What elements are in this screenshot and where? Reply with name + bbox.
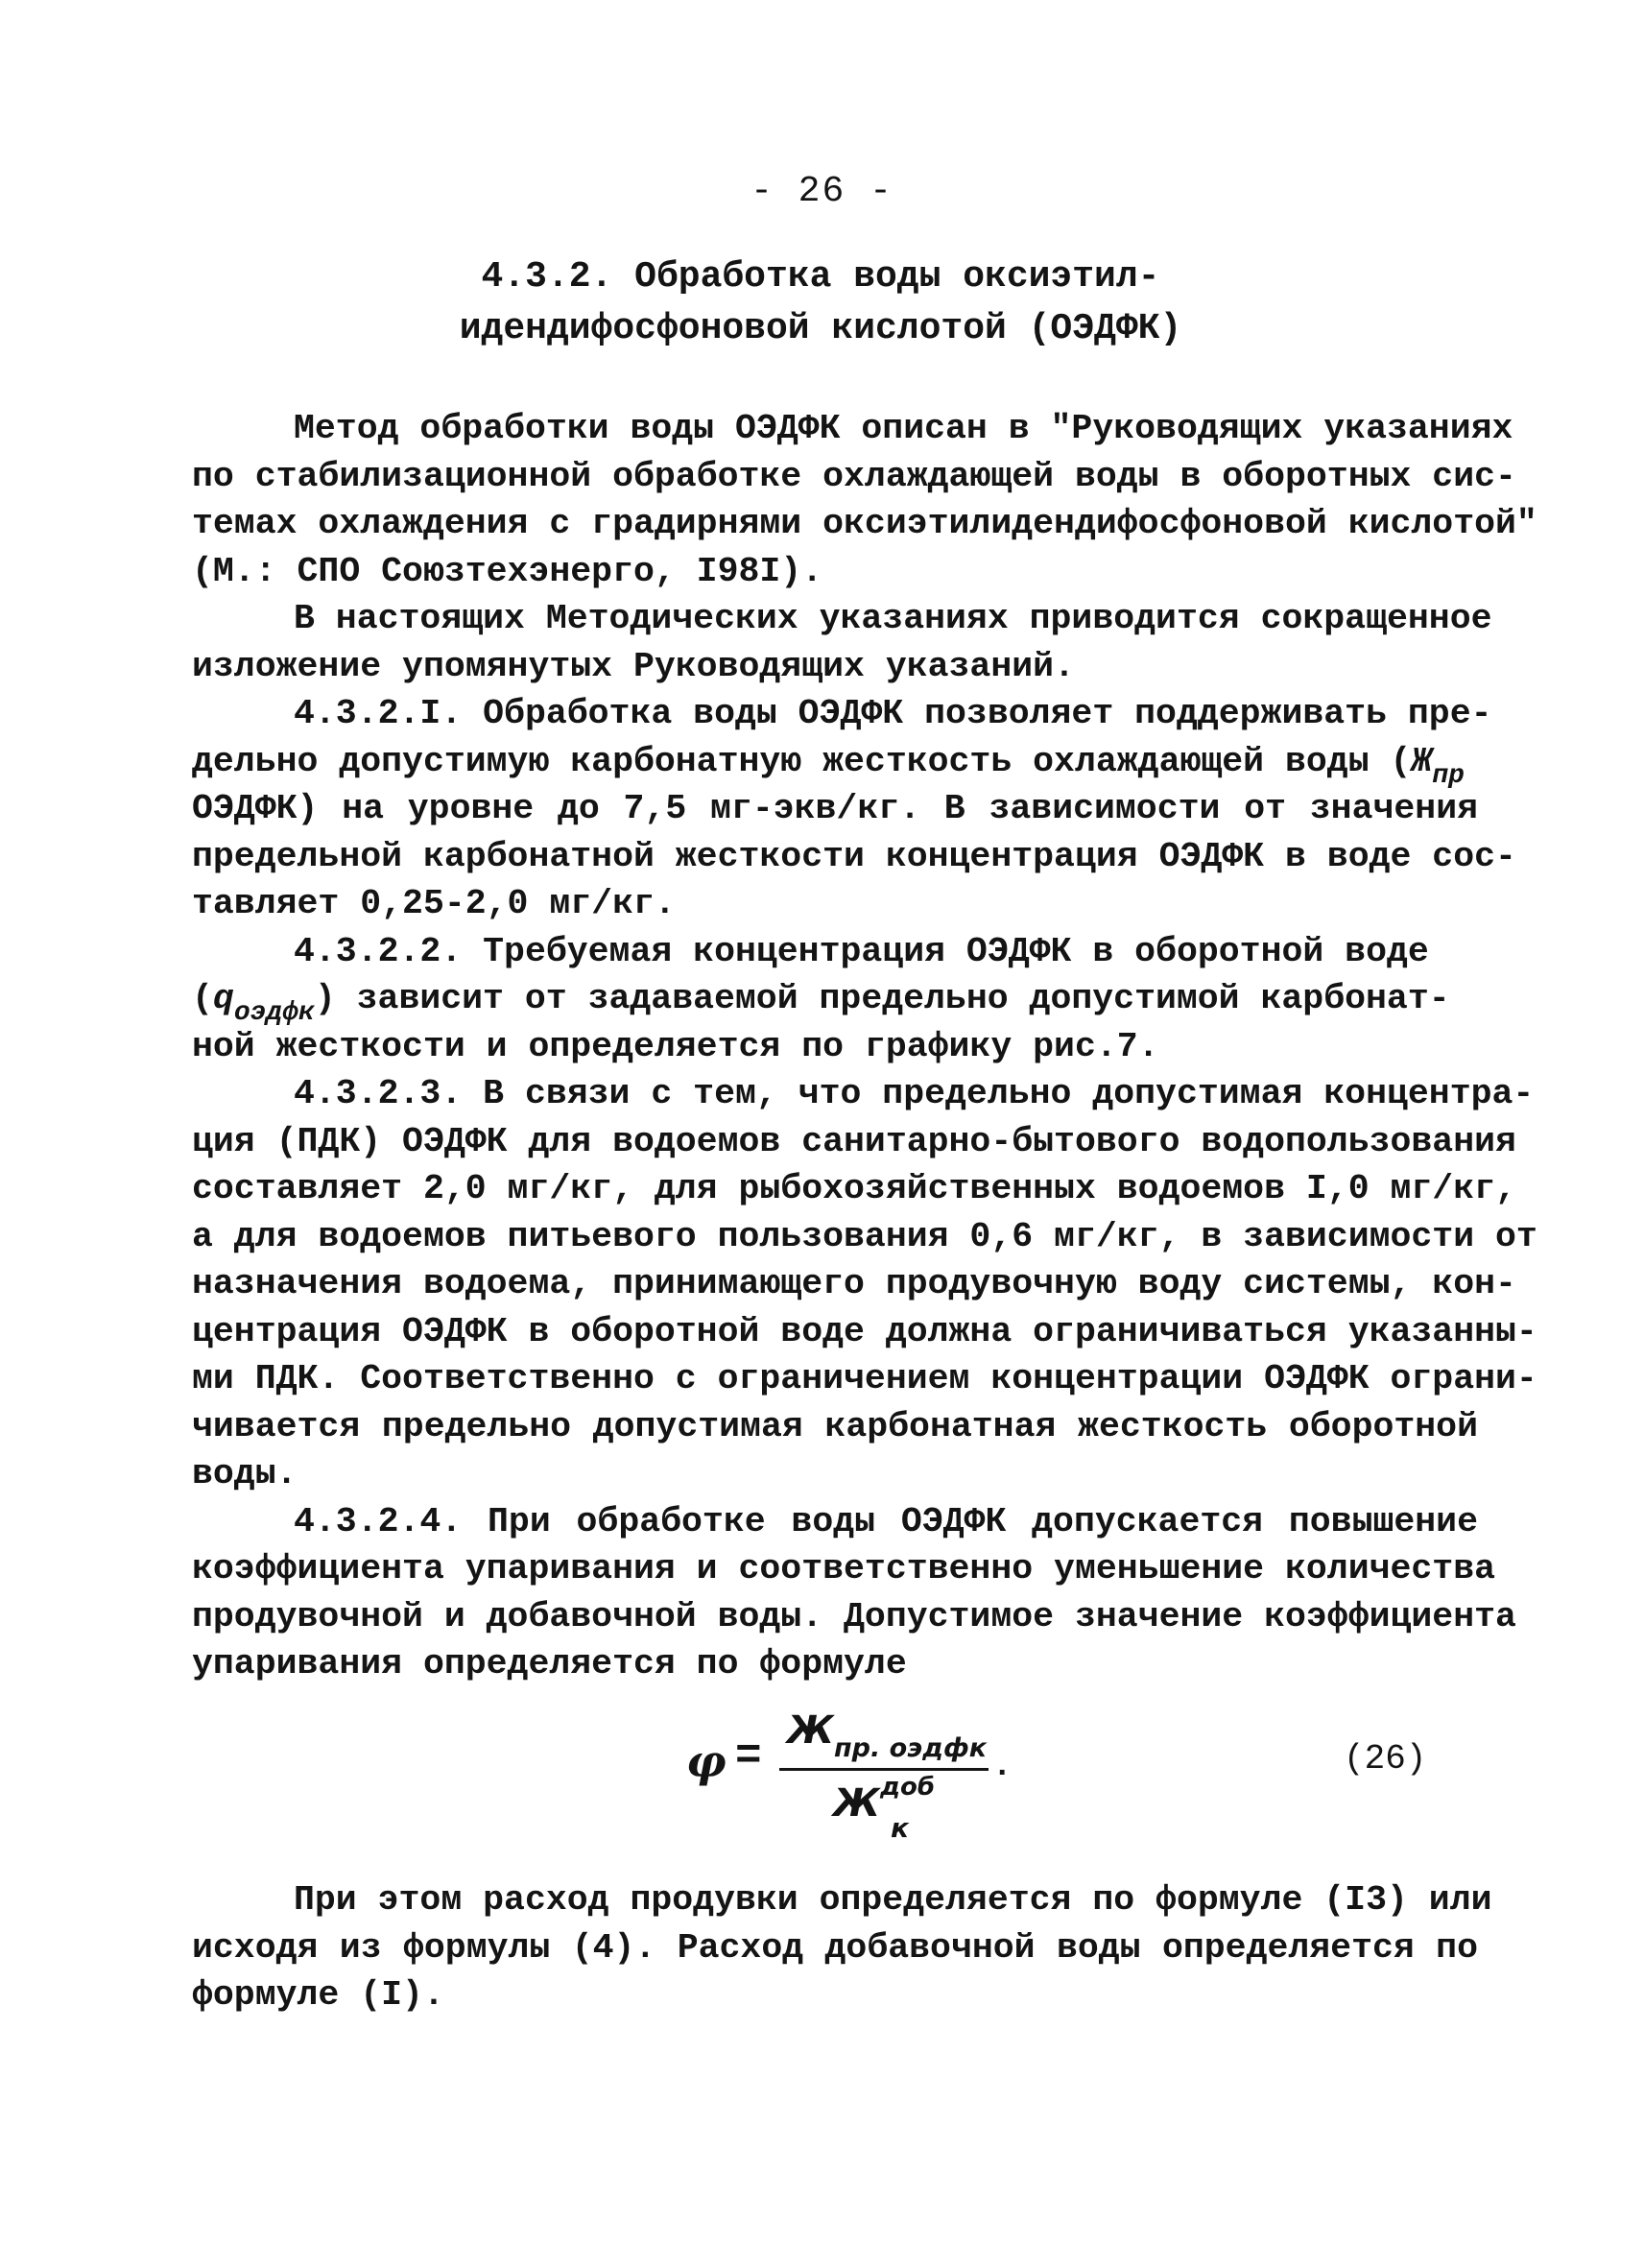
- hardness-symbol: Ж: [1411, 741, 1433, 781]
- paragraph-line: ми ПДК. Соответственно с ограничением концентрации ОЭДФК ограни-: [192, 1359, 1537, 1398]
- formula-fraction: [779, 1708, 1013, 1852]
- formula-denominator: [833, 1773, 953, 1844]
- paragraph-line: по стабилизационной обработке охлаждающей воды в оборотных сис-: [192, 456, 1516, 496]
- paragraph-line: коэффициента упаривания и соответственно уменьшение количества: [192, 1549, 1496, 1588]
- paragraph-line: формуле (I).: [192, 1975, 444, 2015]
- paragraph-line: В настоящих Методических указаниях приводится сокращенное: [294, 599, 1492, 638]
- paragraph-text: дельно допустимую карбонатную жесткость охлаждающей воды (: [192, 741, 1412, 781]
- paragraph-line: продувочной и добавочной воды. Допустимое значение коэффициента: [192, 1596, 1516, 1636]
- paragraph-line: ОЭДФК) на уровне до 7,5 мг-экв/кг. В зависимости от значения: [192, 789, 1478, 828]
- paragraph-text: ) зависит от задаваемой предельно допустимой карбонат-: [314, 979, 1450, 1018]
- hardness-subscript: пр: [1432, 760, 1465, 791]
- formula-number: (26): [1344, 1739, 1427, 1779]
- paragraph-line: 4.3.2.3. В связи с тем, что предельно допустимая концентра-: [294, 1074, 1535, 1113]
- paragraph-line: темах охлаждения с градирнями оксиэтилидендифосфоновой кислотой": [192, 504, 1537, 543]
- body-text: [192, 405, 1537, 1688]
- paragraph-line: 4.3.2.4. При обработке воды ОЭДФК допускается повышение: [294, 1501, 1478, 1541]
- paragraph-line: изложение упомянутых Руководящих указаний.: [192, 646, 1075, 686]
- paragraph-line: воды.: [192, 1454, 298, 1493]
- heading-line-1: 4.3.2. Обработка воды оксиэтил-: [481, 256, 1160, 298]
- paragraph-line: чивается предельно допустимая карбонатная жесткость оборотной: [192, 1406, 1478, 1446]
- fraction-bar: [779, 1768, 989, 1771]
- numerator-subscript: пр. оэдфк: [833, 1733, 988, 1763]
- paragraph-line: 4.3.2.I. Обработка воды ОЭДФК позволяет поддерживать пре-: [294, 694, 1492, 733]
- section-heading: [288, 251, 1353, 355]
- formula-trailing-dot: .: [992, 1749, 1013, 1785]
- page-number: - 26 -: [751, 171, 893, 212]
- paragraph-text: (: [192, 979, 213, 1018]
- denominator-symbol: Ж: [833, 1781, 880, 1826]
- paragraph-line: а для водоемов питьевого пользования 0,6 мг/кг, в зависимости от: [192, 1216, 1537, 1256]
- denominator-subscript: к: [890, 1812, 909, 1844]
- formula-numerator: [787, 1708, 988, 1763]
- paragraph-line: ной жесткости и определяется по графику рис.7.: [192, 1026, 1159, 1066]
- formula-26: [192, 1708, 1478, 1862]
- denominator-superscript: доб: [879, 1773, 935, 1802]
- numerator-symbol: Ж: [787, 1708, 834, 1753]
- formula-lhs: φ: [686, 1735, 727, 1787]
- paragraph-line: (М.: СПО Союзтехэнерго, I98I).: [192, 551, 823, 591]
- paragraph-line-with-symbol: [192, 975, 1478, 1028]
- paragraph-line: 4.3.2.2. Требуемая концентрация ОЭДФК в оборотной воде: [294, 931, 1429, 971]
- body-text-after-formula: [192, 1876, 1492, 2019]
- heading-line-2: идендифосфоновой кислотой (ОЭДФК): [459, 308, 1182, 349]
- paragraph-line-with-symbol: [192, 738, 1478, 791]
- paragraph-line: составляет 2,0 мг/кг, для рыбохозяйственных водоемов I,0 мг/кг,: [192, 1169, 1516, 1208]
- concentration-subscript: оэдфк: [233, 998, 315, 1028]
- paragraph-line: упаривания определяется по формуле: [192, 1644, 907, 1683]
- paragraph-line: При этом расход продувки определяется по формуле (I3) или: [294, 1880, 1492, 1920]
- paragraph-line: предельной карбонатной жесткости концентрация ОЭДФК в воде сос-: [192, 836, 1516, 876]
- formula-equals: =: [735, 1731, 762, 1781]
- paragraph-line: исходя из формулы (4). Расход добавочной воды определяется по: [192, 1927, 1478, 1968]
- concentration-symbol: q: [212, 979, 234, 1018]
- paragraph-line: ция (ПДК) ОЭДФК для водоемов санитарно-бытового водопользования: [192, 1121, 1516, 1161]
- paragraph-line: тавляет 0,25-2,0 мг/кг.: [192, 884, 676, 923]
- paragraph-line: назначения водоема, принимающего продувочную воду системы, кон-: [192, 1264, 1516, 1303]
- paragraph-line: центрация ОЭДФК в оборотной воде должна ограничиваться указанны-: [192, 1311, 1537, 1351]
- paragraph-line: Метод обработки воды ОЭДФК описан в "Руководящих указаниях: [294, 409, 1513, 448]
